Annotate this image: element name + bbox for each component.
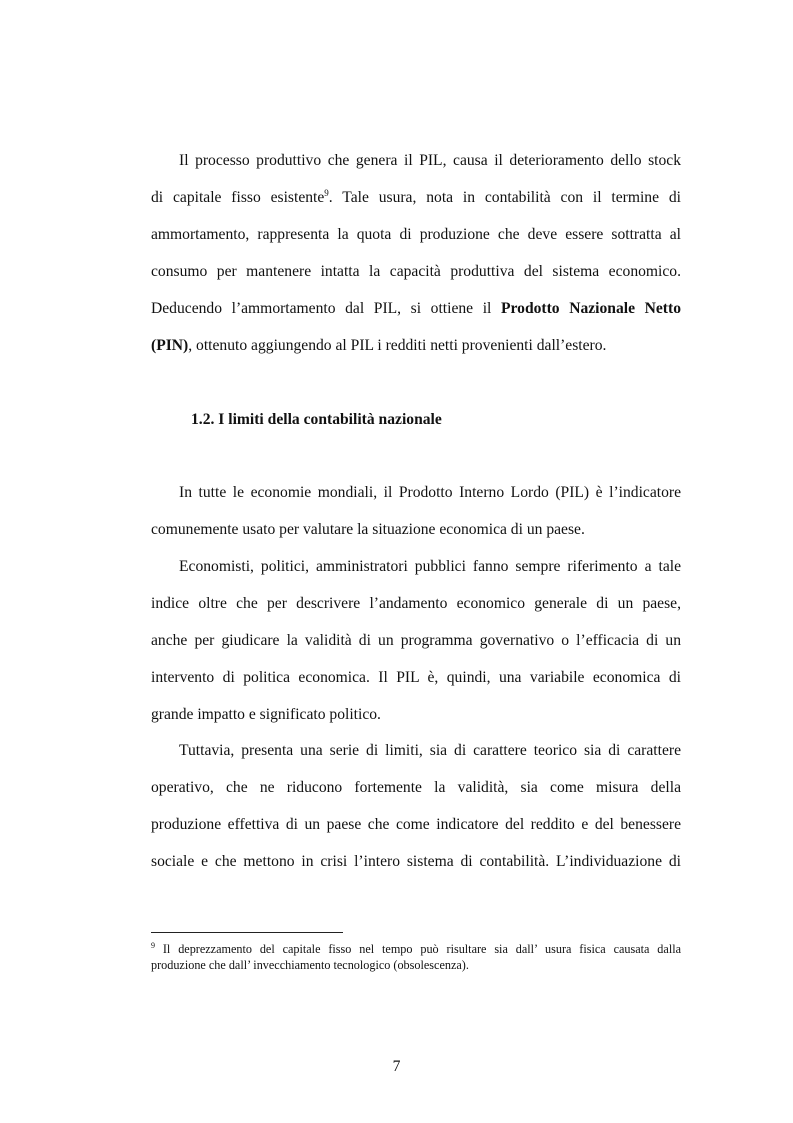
- text-run: , ottenuto aggiungendo al PIL i redditi netti provenienti dall’estero.: [188, 337, 607, 354]
- text-run: . Tale usura, nota in contabilità con il termine di: [328, 189, 681, 206]
- paragraph-line: ammortamento, rappresenta la quota di produzione che deve essere sottratta al: [151, 226, 681, 243]
- footnote-marker: 9: [151, 941, 155, 950]
- paragraph-line: intervento di politica economica. Il PIL è, quindi, una variabile economica di: [151, 669, 681, 686]
- paragraph-line: [151, 299, 681, 319]
- text-run: Deducendo l’ammortamento dal PIL, si ottiene il: [151, 300, 501, 317]
- bold-term: Prodotto Nazionale Netto: [500, 300, 681, 317]
- paragraph-line: produzione effettiva di un paese che come indicatore del reddito e del benessere: [151, 816, 681, 833]
- footnote-line: [151, 941, 681, 957]
- paragraph-line: sociale e che mettono in crisi l’intero sistema di contabilità. L’individuazione di: [151, 853, 681, 870]
- paragraph-line: Economisti, politici, amministratori pubblici fanno sempre riferimento a tale: [179, 558, 681, 575]
- text-run: di capitale fisso esistente: [151, 189, 325, 206]
- paragraph-line: Il processo produttivo che genera il PIL, causa il deterioramento dello stock: [179, 152, 681, 169]
- page-number: 7: [392, 1058, 401, 1075]
- paragraph-line: operativo, che ne riducono fortemente la validità, sia come misura della: [151, 779, 681, 796]
- paragraph-line: anche per giudicare la validità di un programma governativo o l’efficacia di un: [151, 632, 681, 649]
- paragraph-line: grande impatto e significato politico.: [151, 706, 381, 723]
- paragraph-line: Tuttavia, presenta una serie di limiti, sia di carattere teorico sia di carattere: [179, 742, 681, 759]
- paragraph-line: comunemente usato per valutare la situazione economica di un paese.: [151, 521, 585, 538]
- footnote-separator: [151, 932, 343, 933]
- footnote-reference: 9: [324, 188, 329, 198]
- paragraph-line: [151, 188, 681, 208]
- paragraph-line: In tutte le economie mondiali, il Prodotto Interno Lordo (PIL) è l’indicatore: [179, 484, 681, 501]
- footnote-line: produzione che dall’ invecchiamento tecnologico (obsolescenza).: [151, 958, 469, 972]
- paragraph-line: indice oltre che per descrivere l’andamento economico generale di un paese,: [151, 595, 681, 612]
- paragraph-line: [151, 336, 681, 356]
- bold-term: (PIN): [151, 337, 189, 354]
- footnote-text: Il deprezzamento del capitale fisso nel tempo può risultare sia dall’ usura fisica causata dalla: [155, 942, 681, 956]
- paragraph-line: consumo per mantenere intatta la capacità produttiva del sistema economico.: [151, 263, 681, 280]
- section-heading: 1.2. I limiti della contabilità nazionale: [191, 411, 442, 428]
